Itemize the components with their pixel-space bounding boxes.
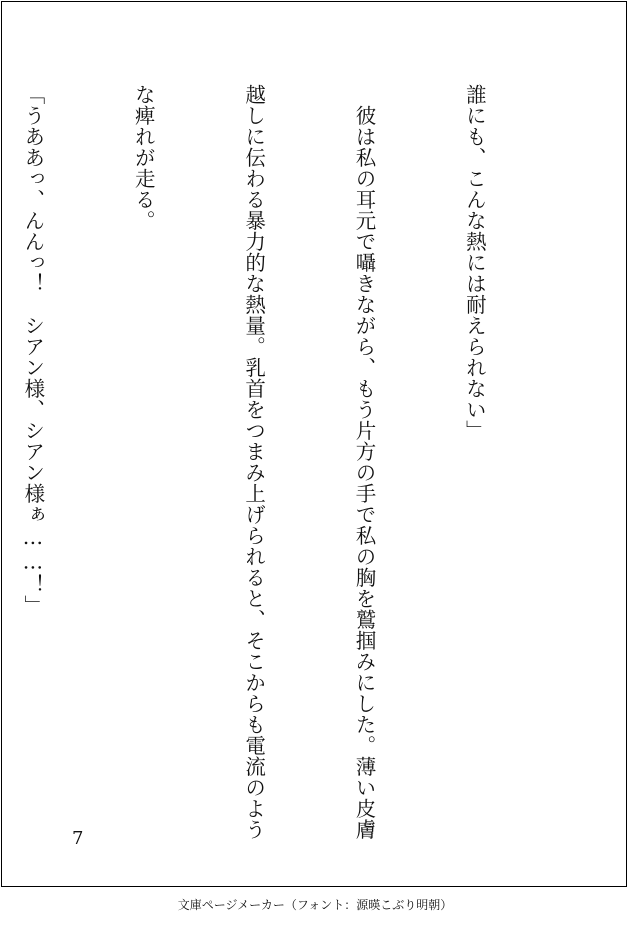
text-line: 誰にも、こんな熱には耐えられない」 <box>462 84 487 441</box>
footer-caption: 文庫ページメーカー（フォント：源暎こぶり明朝） <box>177 898 453 912</box>
text-line: 彼は私の耳元で囁きながら、もう片方の手で私の胸を鷲掴みにした。薄い皮膚 <box>352 84 377 840</box>
text-line: 越しに伝わる暴力的な熱量。乳首をつまみ上げられると、そこからも電流のよう <box>241 84 266 840</box>
text-line: 「うああっ、んんっ！ シアン様、シアン様ぁ……！」 <box>20 84 45 616</box>
page-number: 7 <box>72 828 84 849</box>
text-line: な痺れが走る。 <box>131 84 156 231</box>
page-frame <box>1 1 627 887</box>
vertical-text-body <box>20 84 566 840</box>
